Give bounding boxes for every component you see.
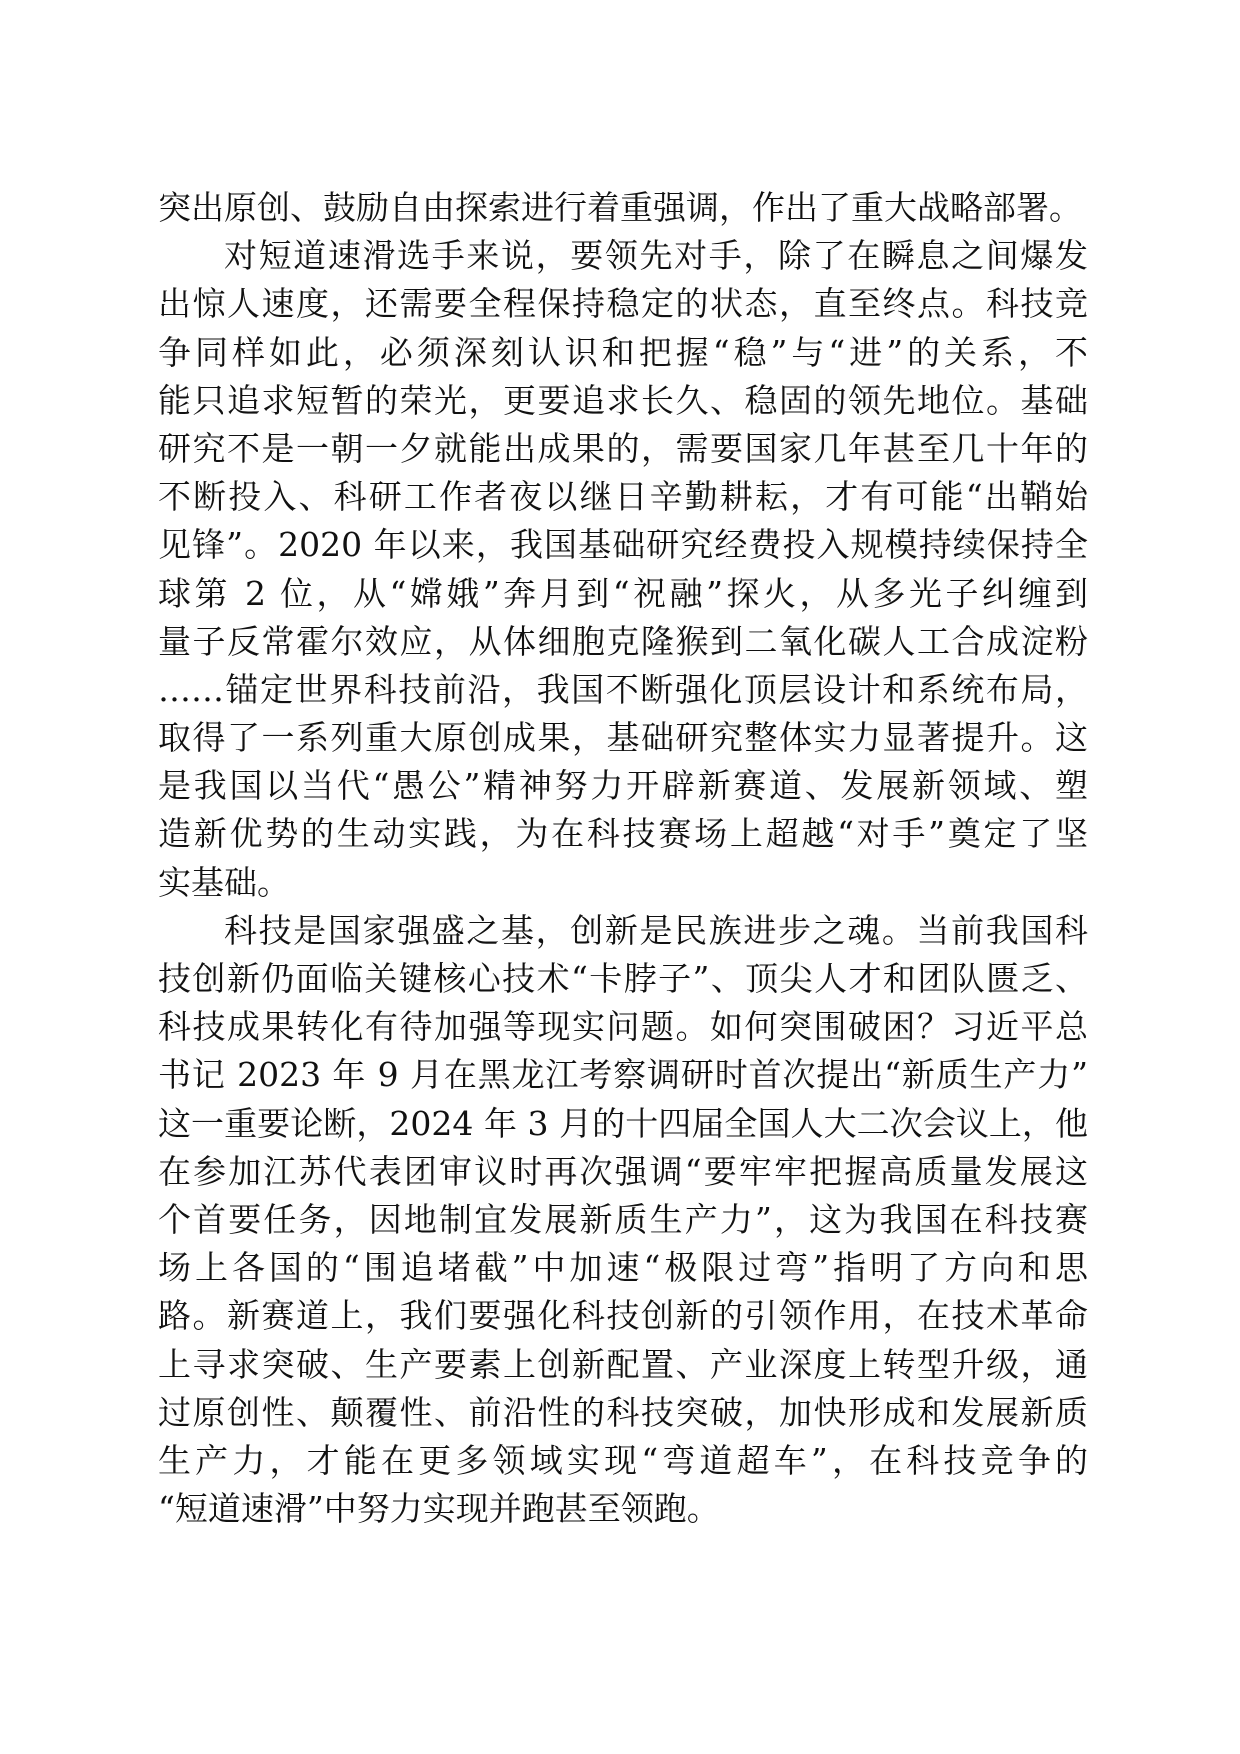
text-line: 科技是国家强盛之基，创新是民族进步之魂。当前我国科 <box>224 910 1088 950</box>
text-line: 争同样如此，必须深刻认识和把握“稳”与“进”的关系，不 <box>158 332 1088 372</box>
text-line: 对短道速滑选手来说，要领先对手，除了在瞬息之间爆发 <box>224 236 1088 276</box>
text-line: 球第 2 位，从“嫦娥”奔月到“祝融”探火，从多光子纠缠到 <box>158 573 1088 613</box>
text-line: 研究不是一朝一夕就能出成果的，需要国家几年甚至几十年的 <box>158 428 1088 468</box>
text-line: 生产力，才能在更多领域实现“弯道超车”，在科技竞争的 <box>158 1440 1088 1480</box>
text-line: “短道速滑”中努力实现并跑甚至领跑。 <box>158 1489 720 1529</box>
text-line: 个首要任务，因地制宜发展新质生产力”，这为我国在科技赛 <box>158 1199 1088 1239</box>
text-line: 实基础。 <box>158 862 290 902</box>
text-line: 是我国以当代“愚公”精神努力开辟新赛道、发展新领域、塑 <box>158 766 1088 806</box>
text-line: 能只追求短暂的荣光，更要追求长久、稳固的领先地位。基础 <box>158 380 1088 420</box>
text-line: 出惊人速度，还需要全程保持稳定的状态，直至终点。科技竞 <box>158 284 1088 324</box>
paragraph-short-track-analogy <box>158 232 1088 907</box>
text-line: 场上各国的“围追堵截”中加速“极限过弯”指明了方向和思 <box>158 1248 1088 1288</box>
text-line: 在参加江苏代表团审议时再次强调“要牢牢把握高质量发展这 <box>158 1151 1088 1191</box>
text-line: 书记 2023 年 9 月在黑龙江考察调研时首次提出“新质生产力” <box>158 1055 1088 1095</box>
text-line: 技创新仍面临关键核心技术“卡脖子”、顶尖人才和团队匮乏、 <box>158 959 1088 998</box>
text-line: 这一重要论断，2024 年 3 月的十四届全国人大二次会议上，他 <box>158 1103 1088 1143</box>
paragraph-new-productive-forces <box>158 907 1088 1533</box>
text-line: ……锚定世界科技前沿，我国不断强化顶层设计和系统布局， <box>158 669 1088 709</box>
text-line: 量子反常霍尔效应，从体细胞克隆猴到二氧化碳人工合成淀粉 <box>158 621 1088 661</box>
text-line: 突出原创、鼓励自由探索进行着重强调，作出了重大战略部署。 <box>158 188 1082 227</box>
text-line: 路。新赛道上，我们要强化科技创新的引领作用，在技术革命 <box>158 1296 1088 1336</box>
text-line: 过原创性、颠覆性、前沿性的科技突破，加快形成和发展新质 <box>158 1392 1088 1432</box>
text-line: 取得了一系列重大原创成果，基础研究整体实力显著提升。这 <box>158 718 1088 758</box>
text-line: 上寻求突破、生产要素上创新配置、产业深度上转型升级，通 <box>158 1344 1088 1384</box>
text-line: 不断投入、科研工作者夜以继日辛勤耕耘，才有可能“出鞘始 <box>158 477 1088 517</box>
text-line: 科技成果转化有待加强等现实问题。如何突围破困？习近平总 <box>158 1007 1088 1047</box>
paragraph-continuation <box>158 184 1088 232</box>
text-line: 造新优势的生动实践，为在科技赛场上超越“对手”奠定了坚 <box>158 814 1088 854</box>
text-line: 见锋”。2020 年以来，我国基础研究经费投入规模持续保持全 <box>158 525 1088 565</box>
body-text <box>158 184 1088 1533</box>
